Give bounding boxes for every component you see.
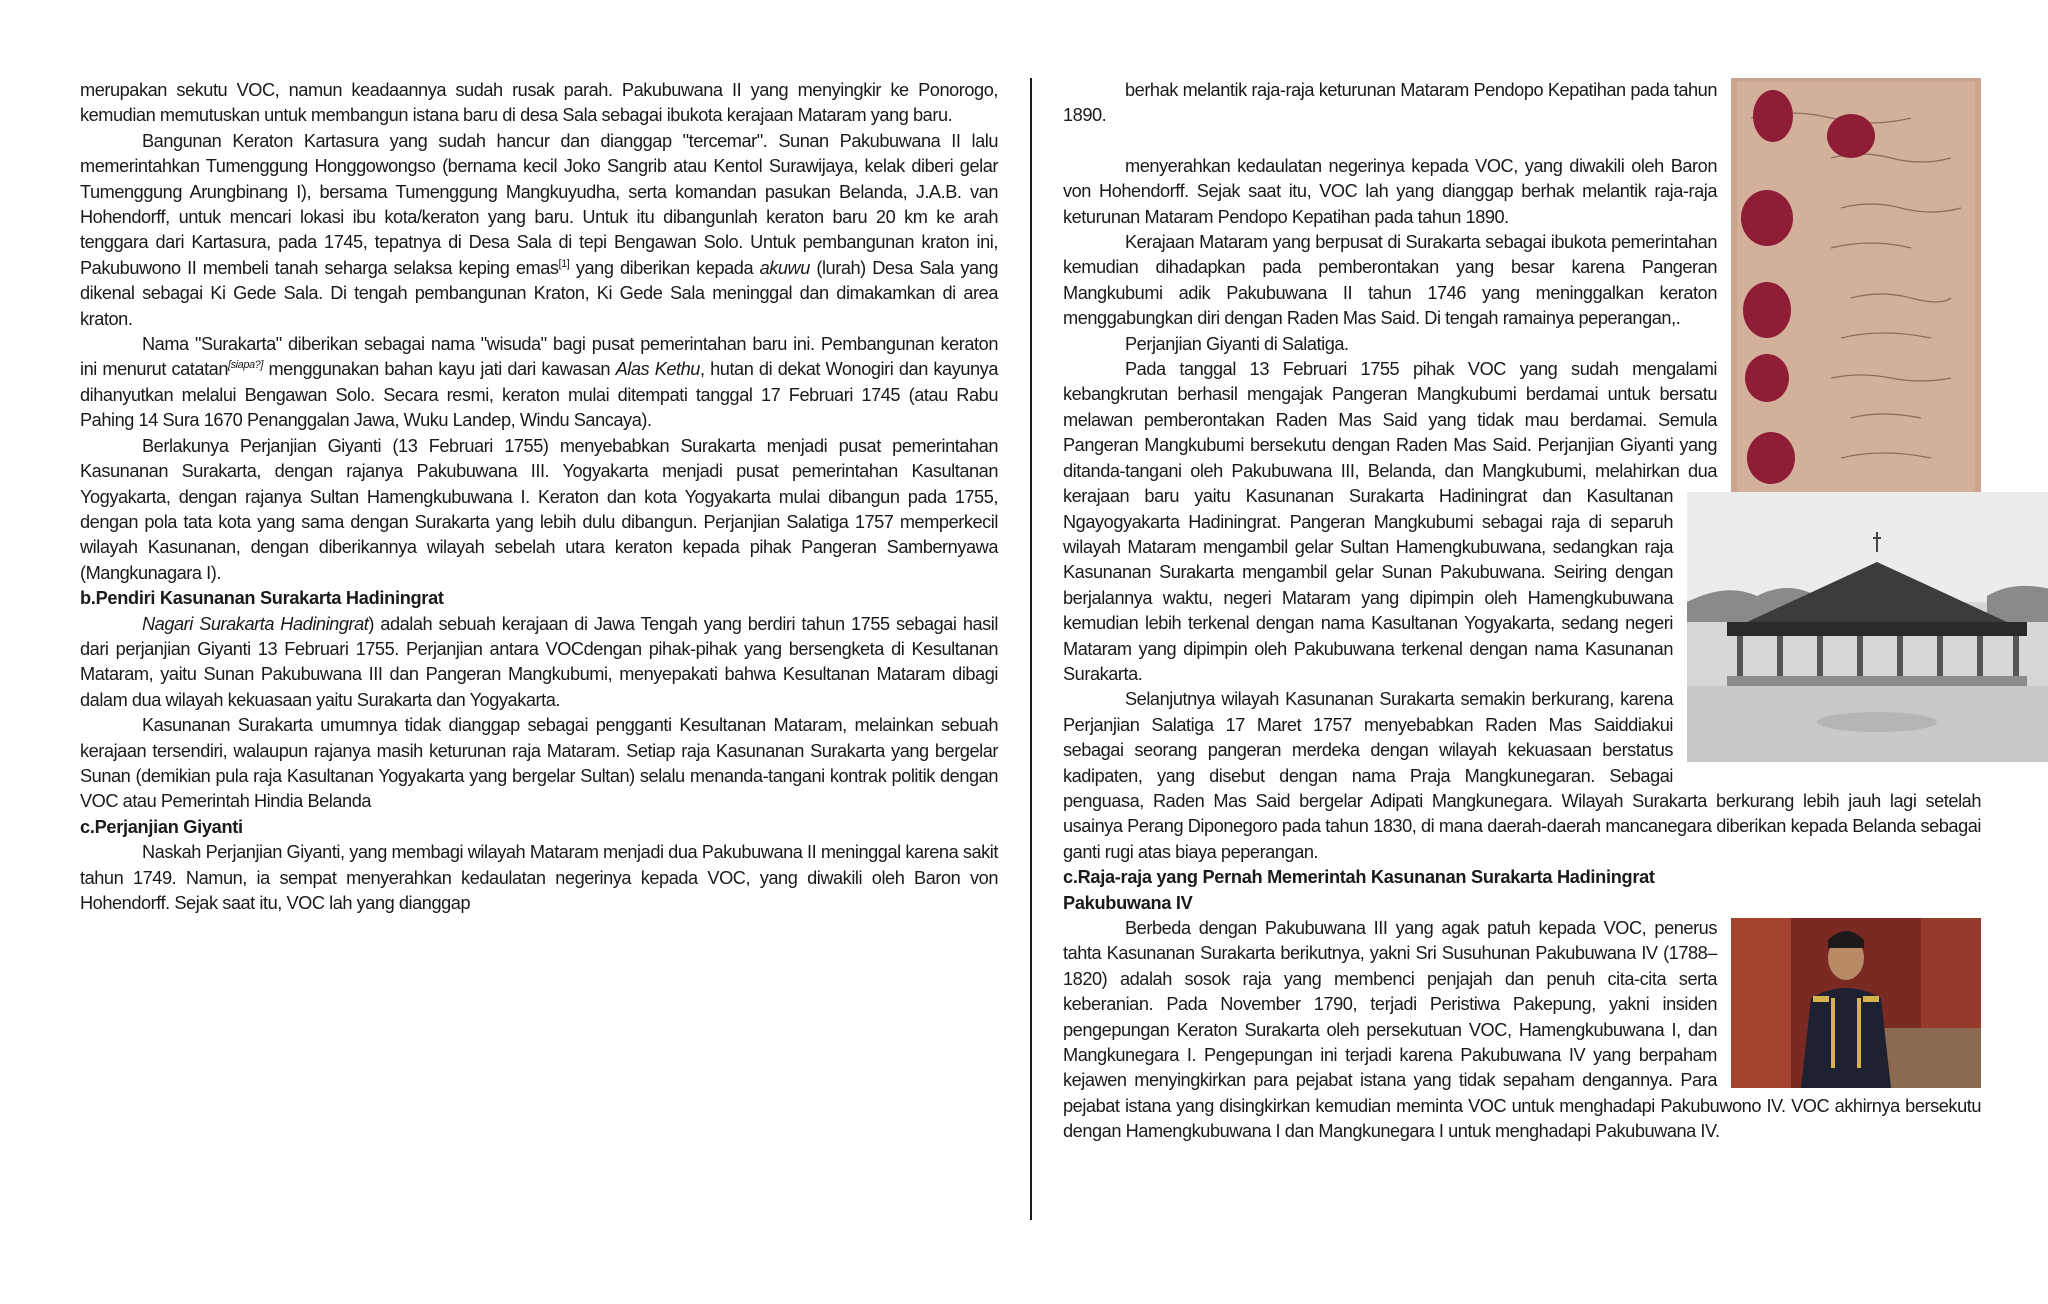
paragraph: Berbeda dengan Pakubuwana III yang agak patuh kepada VOC, penerus tahta Kasunanan Surakarta berikutnya, yakni Sri Susuhunan Pakubuwana IV (1788–1820) adalah sosok raja yang membenci penjajah dan penuh cita-cita serta keberanian. Pada November 1790, terjadi Peristiwa Pakepung, yakni insiden pengepungan Keraton Surakarta oleh persekutuan VOC, Hamengkubuwana I, dan Mangkunegara I. Pengepungan ini terjadi karena Pakubuwana IV yang berpaham kejawen menyingkirkan para pejabat istana yang tidak sepaham dengannya. Para pejabat istana yang disingkirkan kemudian meminta VOC untuk menghadapi Pakubuwono IV. VOC akhirnya bersekutu dengan Hamengkubuwana I dan Mangkunegara I untuk menghadapi Pakubuwana IV. xyxy=(1063,918,1981,1142)
paragraph: berhak melantik raja-raja keturunan Mataram Pendopo Kepatihan pada tahun 1890. xyxy=(1063,80,1717,126)
manuscript-image xyxy=(1731,78,1981,498)
paragraph: Pada tanggal 13 Februari 1755 pihak VOC yang sudah mengalami kebangkrutan berhasil mengajak Pangeran Mangkubumi berdamai untuk bersatu melawan pemberontakan Raden Mas Said yang tidak mau berdamai. Semula Pangeran Mangkubumi bersekutu dengan Raden Mas Said. Perjanjian Giyanti yang ditanda-tangani oleh Pakubuwana III, Belanda, dan Mangkubumi, melahirkan dua kerajaan baru yaitu Kasunanan Surakarta Hadiningrat dan Kasultanan Ngayogyakarta Hadiningrat. Pangeran Mangkubumi sebagai raja di separuh wilayah Mataram mengambil gelar Sultan Hamengkubuwana, sedangkan raja Kasunanan Surakarta mengambil gelar Sunan Pakubuwana. Seiring dengan berjalannya waktu, negeri Mataram yang dipimpin oleh Hamengkubuwana kemudian lebih terkenal dengan nama Kasultanan Yogyakarta, sedang negeri Mataram yang dipimpin oleh Pakubuwana terkenal dengan nama Kasunanan Surakarta. xyxy=(1063,359,1717,684)
pakubuwana-portrait xyxy=(1731,918,1981,1088)
section-heading: Pakubuwana IV xyxy=(1063,892,1193,913)
pendopo-photo xyxy=(1687,492,2048,762)
section-heading: b.Pendiri Kasunanan Surakarta Hadiningrat xyxy=(80,588,444,609)
paragraph: menyerahkan kedaulatan negerinya kepada VOC, yang diwakili oleh Baron von Hohendorff. Sejak saat itu, VOC lah yang dianggap berhak melantik raja-raja keturunan Mataram Pendopo Kepatihan pada tahun 1890. xyxy=(1063,155,1717,227)
paragraph: Nagari Surakarta Hadiningrat) adalah sebuah kerajaan di Jawa Tengah yang berdiri tahun 1755 sebagai hasil dari perjanjian Giyanti 13 Februari 1755. Perjanjian antara VOCdengan pihak-pihak yang bersengketa di Kesultanan Mataram, yaitu Sunan Pakubuwana III dan Pangeran Mangkubumi, menyepakati bahwa Kesultanan Mataram dibagi dalam dua wilayah kekuasaan yaitu Surakarta dan Yogyakarta. xyxy=(80,613,998,710)
section-heading: c.Perjanjian Giyanti xyxy=(80,816,243,837)
paragraph: Berlakunya Perjanjian Giyanti (13 Februari 1755) menyebabkan Surakarta menjadi pusat pemerintahan Kasunanan Surakarta, dengan rajanya Pakubuwana III. Yogyakarta menjadi pusat pemerintahan Kasultanan Yogyakarta, dengan rajanya Sultan Hamengkubuwana I. Keraton dan kota Yogyakarta mulai dibangun pada 1755, dengan pola tata kota yang sama dengan Surakarta yang lebih dulu dibangun. Perjanjian Salatiga 1757 memperkecil wilayah Kasunanan, dengan diberikannya wilayah sebelah utara keraton kepada pihak Pangeran Sambernyawa (Mangkunagara I). xyxy=(80,435,998,583)
paragraph: Kasunanan Surakarta umumnya tidak dianggap sebagai pengganti Kesultanan Mataram, melainkan sebuah kerajaan tersendiri, walaupun rajanya masih keturunan raja Mataram. Setiap raja Kasunanan Surakarta yang bergelar Sunan (demikian pula raja Kasultanan Yogyakarta yang bergelar Sultan) selalu menanda-tangani kontrak politik dengan VOC atau Pemerintah Hindia Belanda xyxy=(80,715,998,812)
paragraph: Kerajaan Mataram yang berpusat di Surakarta sebagai ibukota pemerintahan kemudian dihadapkan pada pemberontakan yang besar karena Pangeran Mangkubumi adik Pakubuwana II tahun 1746 yang meninggalkan keraton menggabungkan diri dengan Raden Mas Said. Di tengah ramainya peperangan,. xyxy=(1063,232,1717,329)
paragraph: Bangunan Keraton Kartasura yang sudah hancur dan dianggap "tercemar". Sunan Pakubuwana II lalu memerintahkan Tumenggung Honggowongso (bernama kecil Joko Sangrib atau Kentol Surawijaya, kelak diberi gelar Tumenggung Arungbinang I), bersama Tumenggung Mangkuyudha, serta komandan pasukan Belanda, J.A.B. van Hohendorff, untuk mencari lokasi ibu kota/keraton yang baru. Untuk itu dibangunlah keraton baru 20 km ke arah tenggara dari Kartasura, pada 1745, tepatnya di Desa Sala di tepi Bengawan Solo. Untuk pembangunan kraton ini, Pakubuwono II membeli tanah seharga selaksa keping emas[1] yang diberikan kepada akuwu (lurah) Desa Sala yang dikenal sebagai Ki Gede Sala. Di tengah pembangunan Kraton, Ki Gede Sala meninggal dan dimakamkan di area kraton. xyxy=(80,130,999,329)
paragraph: Selanjutnya wilayah Kasunanan Surakarta semakin berkurang, karena Perjanjian Salatiga 17 Maret 1757 menyebabkan Raden Mas Saiddiakui sebagai seorang pangeran merdeka dengan wilayah kekuasaan berstatus kadipaten, yang disebut dengan nama Praja Mangkunegaran. Sebagai penguasa, Raden Mas Said bergelar Adipati Mangkunegara. Wilayah Surakarta berkurang lebih jauh lagi setelah usainya Perang Diponegoro pada tahun 1830, di mana daerah-daerah mancanegara diberikan kepada Belanda sebagai ganti rugi atas biaya peperangan. xyxy=(1063,689,1981,862)
right-column xyxy=(1063,78,1981,1145)
column-divider xyxy=(1030,78,1032,1220)
paragraph: Nama "Surakarta" diberikan sebagai nama "wisuda" bagi pusat pemerintahan baru ini. Pembangunan keraton ini menurut catatan[siapa?] menggunakan bahan kayu jati dari kawasan Alas Kethu, hutan di dekat Wonogiri dan kayunya dihanyutkan melalui Bengawan Solo. Secara resmi, keraton mulai ditempati tanggal 17 Februari 1745 (atau Rabu Pahing 14 Sura 1670 Penanggalan Jawa, Wuku Landep, Windu Sancaya). xyxy=(80,334,998,431)
left-column xyxy=(80,78,998,916)
paragraph: Perjanjian Giyanti di Salatiga. xyxy=(1125,333,1349,354)
section-heading: c.Raja-raja yang Pernah Memerintah Kasunanan Surakarta Hadiningrat xyxy=(1063,867,1655,888)
paragraph: Naskah Perjanjian Giyanti, yang membagi wilayah Mataram menjadi dua Pakubuwana II meninggal karena sakit tahun 1749. Namun, ia sempat menyerahkan kedaulatan negerinya kepada VOC, yang diwakili oleh Baron von Hohendorff. Sejak saat itu, VOC lah yang dianggap xyxy=(80,842,998,913)
paragraph: merupakan sekutu VOC, namun keadaannya sudah rusak parah. Pakubuwana II yang menyingkir ke Ponorogo, kemudian memutuskan untuk membangun istana baru di desa Sala sebagai ibukota kerajaan Mataram yang baru. xyxy=(80,80,998,126)
